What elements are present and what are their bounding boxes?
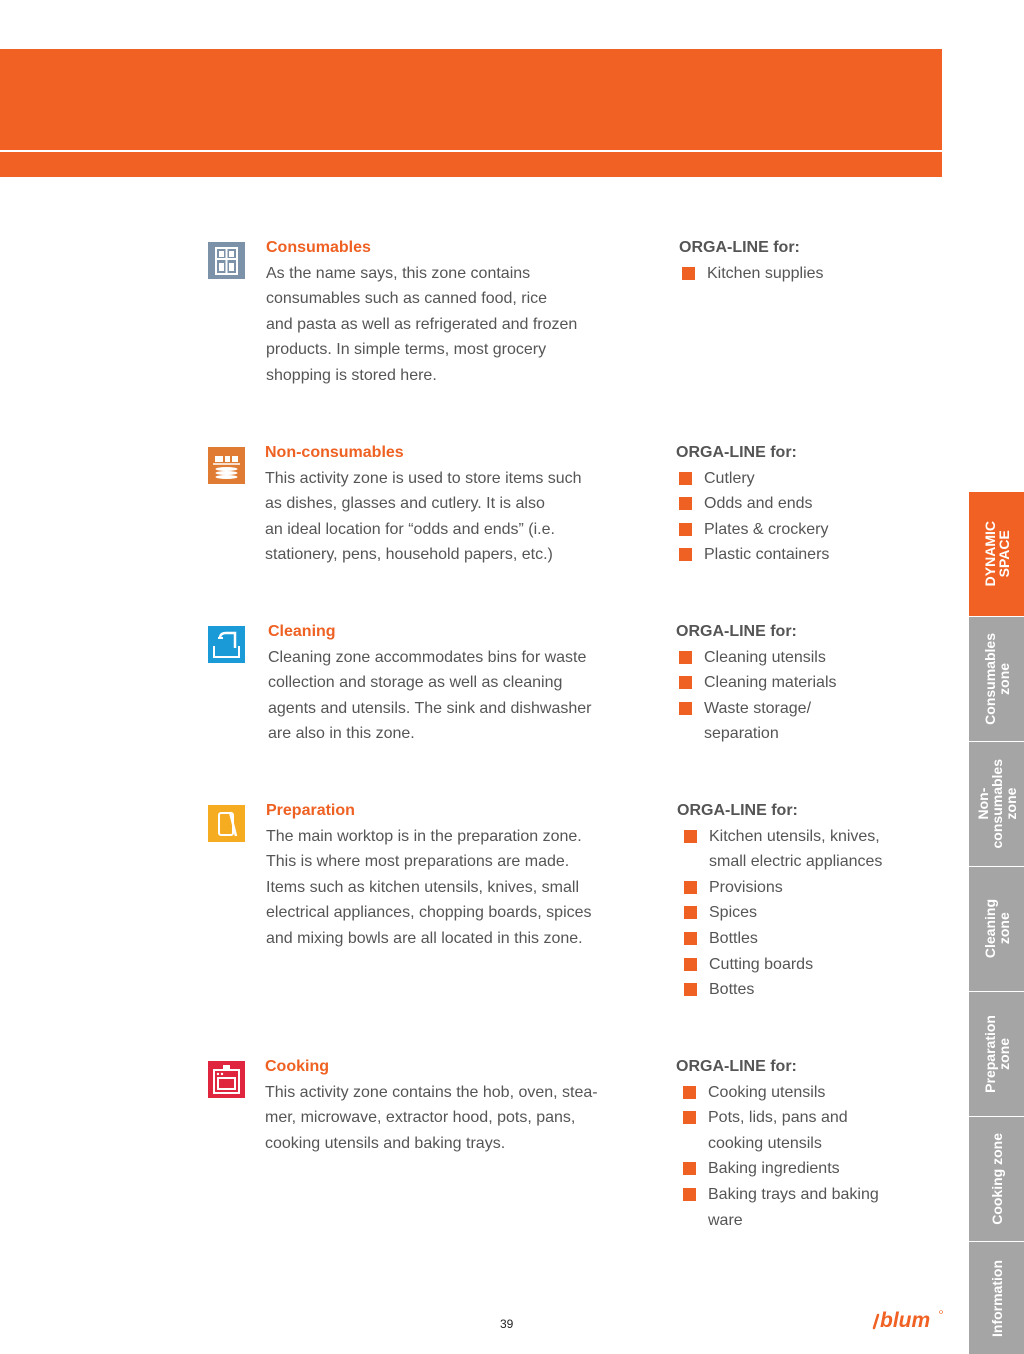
cleaning-icon — [208, 626, 245, 663]
bullet-square-icon — [679, 651, 692, 664]
consumables-icon — [208, 242, 245, 279]
bullet-square-icon — [684, 906, 697, 919]
bullet-square-icon — [683, 1188, 696, 1201]
tab-label: DYNAMIC SPACE — [981, 521, 1012, 587]
zone-title: Non-consumables — [265, 444, 404, 461]
zone-description-line: electrical appliances, chopping boards, spices — [266, 904, 592, 922]
bullet-square-icon — [679, 523, 692, 536]
zone-description-line: As the name says, this zone contains — [266, 264, 531, 282]
zone-description-line: products. In simple terms, most grocery — [266, 341, 547, 359]
bullet-square-icon — [684, 983, 697, 996]
orga-item: Waste storage/ separation — [676, 696, 837, 747]
bullet-square-icon — [684, 932, 697, 945]
orga-line-consumables — [679, 235, 824, 286]
zone-description-line: This is where most preparations are made. — [266, 853, 570, 871]
zone-description-line: as dishes, glasses and cutlery. It is also — [265, 495, 545, 513]
zone-description-line: This activity zone is used to store items such — [265, 469, 582, 487]
orga-heading: ORGA-LINE for: — [676, 1058, 797, 1075]
orga-item: Cutting boards — [681, 952, 882, 978]
tab-label: Non- consumables zone — [974, 759, 1019, 849]
bullet-square-icon — [682, 267, 695, 280]
bullet-square-icon — [679, 548, 692, 561]
orga-item: Kitchen supplies — [679, 261, 824, 287]
orga-item: Baking ingredients — [680, 1156, 879, 1182]
orga-item: Baking trays and baking ware — [680, 1182, 879, 1233]
tab-label: Preparation zone — [981, 1015, 1012, 1093]
zone-description-line: are also in this zone. — [268, 725, 415, 743]
orga-line-cleaning — [676, 619, 837, 747]
orga-item: Plates & crockery — [676, 517, 829, 543]
zone-description-line: shopping is stored here. — [266, 366, 437, 384]
zone-title: Preparation — [266, 802, 355, 819]
orga-item: Bottles — [681, 926, 882, 952]
zone-description-line: The main worktop is in the preparation zone. — [266, 827, 582, 845]
tab-preparation-zone[interactable] — [969, 992, 1024, 1116]
zone-preparation — [266, 798, 592, 952]
tab-cooking-zone[interactable] — [969, 1117, 1024, 1241]
banner-divider — [0, 150, 942, 152]
zone-description-line: and pasta as well as refrigerated and frozen — [266, 315, 578, 333]
orga-line-preparation — [677, 798, 882, 1003]
tab-consumables-zone[interactable] — [969, 617, 1024, 741]
orga-item: Kitchen utensils, knives, small electric appliances — [681, 824, 882, 875]
orga-item: Cleaning materials — [676, 670, 837, 696]
orga-item: Cleaning utensils — [676, 645, 837, 671]
bullet-square-icon — [679, 676, 692, 689]
tab-label: Cleaning zone — [981, 899, 1012, 959]
orga-heading: ORGA-LINE for: — [679, 239, 800, 256]
zone-title: Cooking — [265, 1058, 329, 1075]
zone-title: Consumables — [266, 239, 371, 256]
zone-description-line: stationery, pens, household papers, etc.) — [265, 546, 553, 564]
tab-label: Information — [988, 1259, 1005, 1337]
tab-label: Cooking zone — [988, 1133, 1005, 1225]
zone-description-line: mer, microwave, extractor hood, pots, pans, — [265, 1109, 576, 1127]
bullet-square-icon — [683, 1162, 696, 1175]
orga-item: Plastic containers — [676, 542, 829, 568]
orga-item: Spices — [681, 900, 882, 926]
orga-heading: ORGA-LINE for: — [677, 802, 798, 819]
bullet-square-icon — [684, 881, 697, 894]
bullet-square-icon — [683, 1111, 696, 1124]
tab-cleaning-zone[interactable] — [969, 867, 1024, 991]
orga-heading: ORGA-LINE for: — [676, 444, 797, 461]
zone-description-line: and mixing bowls are all located in this zone. — [266, 929, 583, 947]
header-banner — [0, 49, 942, 177]
bullet-square-icon — [679, 497, 692, 510]
zone-description-line: an ideal location for “odds and ends” (i.e. — [265, 520, 555, 538]
zone-description-line: agents and utensils. The sink and dishwasher — [268, 699, 592, 717]
orga-item: Pots, lids, pans and cooking utensils — [680, 1105, 879, 1156]
cooking-icon — [208, 1061, 245, 1098]
zone-description-line: cooking utensils and baking trays. — [265, 1134, 506, 1152]
preparation-icon — [208, 805, 245, 842]
bullet-square-icon — [684, 830, 697, 843]
bullet-square-icon — [679, 702, 692, 715]
orga-heading: ORGA-LINE for: — [676, 623, 797, 640]
zone-title: Cleaning — [268, 623, 336, 640]
zone-cooking — [265, 1054, 598, 1156]
zone-non-consumables — [265, 440, 582, 568]
tab-non-consumables-zone[interactable] — [969, 742, 1024, 866]
non-consumables-icon — [208, 447, 245, 484]
orga-item: Bottes — [681, 977, 882, 1003]
zone-description-line: Items such as kitchen utensils, knives, small — [266, 878, 580, 896]
orga-item: Cooking utensils — [680, 1080, 879, 1106]
tab-label: Consumables zone — [981, 633, 1012, 725]
tab-information[interactable] — [969, 1242, 1024, 1354]
orga-line-non-consumables — [676, 440, 829, 568]
bullet-square-icon — [684, 958, 697, 971]
zone-cleaning — [268, 619, 591, 747]
orga-line-cooking — [676, 1054, 879, 1233]
svg-text:blum: blum — [880, 1309, 931, 1331]
zone-description-line: Cleaning zone accommodates bins for waste — [268, 648, 587, 666]
page-number: 39 — [500, 1317, 514, 1331]
zone-description-line: collection and storage as well as cleaning — [268, 674, 563, 692]
zone-description-line: This activity zone contains the hob, oven, stea- — [265, 1083, 598, 1101]
tab-dynamic-space[interactable] — [969, 492, 1024, 616]
zone-description-line: consumables such as canned food, rice — [266, 290, 548, 308]
orga-item: Provisions — [681, 875, 882, 901]
orga-item: Cutlery — [676, 466, 829, 492]
blum-logo — [872, 1307, 944, 1331]
zone-consumables — [266, 235, 577, 389]
bullet-square-icon — [679, 472, 692, 485]
orga-item: Odds and ends — [676, 491, 829, 517]
bullet-square-icon — [683, 1086, 696, 1099]
